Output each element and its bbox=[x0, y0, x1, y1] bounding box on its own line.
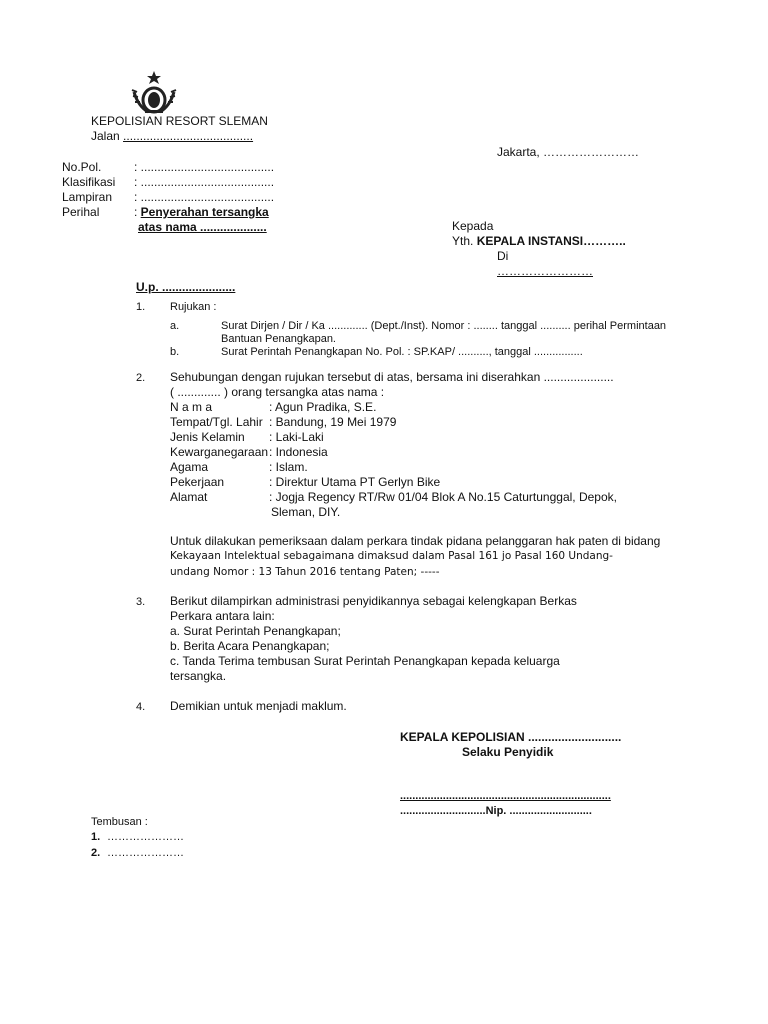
address-line bbox=[91, 129, 253, 144]
tembusan-item-1-number: 1. bbox=[91, 831, 101, 843]
field-value-ttl: : Bandung, 19 Mei 1979 bbox=[269, 415, 397, 429]
recipient-name: KEPALA INSTANSI……….. bbox=[476, 234, 626, 248]
perihal-subject: Penyerahan tersangka bbox=[140, 205, 269, 219]
meta-label-perihal: Perihal bbox=[62, 205, 100, 219]
address-label: Jalan bbox=[91, 129, 120, 143]
field-label-agama: Agama bbox=[170, 460, 209, 474]
field-label-ttl: Tempat/Tgl. Lahir bbox=[170, 415, 263, 429]
item-1a-text-cont: Bantuan Penangkapan. bbox=[221, 333, 336, 345]
item-1-number: 1. bbox=[136, 301, 146, 313]
field-value-nama: : Agun Pradika, S.E. bbox=[269, 400, 377, 414]
meta-value-perihal bbox=[134, 205, 269, 220]
meta-value-klasifikasi: : ........................................ bbox=[134, 175, 275, 189]
signature-name-line: ..................................................................... bbox=[400, 790, 611, 802]
item-2-number: 2. bbox=[136, 372, 146, 384]
item-3-number: 3. bbox=[136, 596, 146, 608]
field-value-agama: : Islam. bbox=[269, 460, 308, 474]
tembusan-item-2-number: 2. bbox=[91, 847, 101, 859]
field-label-pekerjaan: Pekerjaan bbox=[170, 475, 225, 489]
attachment-c-cont: tersangka. bbox=[170, 669, 227, 683]
field-label-alamat: Alamat bbox=[170, 490, 208, 504]
item-1a-letter: a. bbox=[170, 320, 180, 332]
attachment-c: c. Tanda Terima tembusan Surat Perintah Penangkapan kepada keluarga bbox=[170, 654, 560, 668]
recipient-yth-prefix: Yth. bbox=[452, 234, 477, 248]
meta-label-lampiran: Lampiran bbox=[62, 190, 113, 204]
item-4-text: Demikian untuk menjadi maklum. bbox=[170, 699, 347, 713]
recipient-di: Di bbox=[497, 249, 509, 263]
item-4-number: 4. bbox=[136, 701, 146, 713]
signature-role: Selaku Penyidik bbox=[462, 745, 554, 759]
item-2-intro-cont: ( ............. ) orang tersangka atas nama : bbox=[170, 385, 385, 399]
organization-name: KEPOLISIAN RESORT SLEMAN bbox=[91, 114, 268, 128]
meta-label-nopol: No.Pol. bbox=[62, 160, 102, 174]
field-value-alamat-cont: Sleman, DIY. bbox=[271, 505, 341, 519]
item-3-line-2: Perkara antara lain: bbox=[170, 609, 275, 623]
recipient-kepada: Kepada bbox=[452, 219, 494, 233]
recipient-yth bbox=[452, 234, 626, 249]
item-1b-text: Surat Perintah Penangkapan No. Pol. : SP.KAP/ .........., tanggal ................ bbox=[221, 346, 583, 358]
item-2-intro: Sehubungan dengan rujukan tersebut di atas, bersama ini diserahkan ..................... bbox=[170, 370, 614, 384]
field-label-nama: N a m a bbox=[170, 400, 213, 414]
attachment-b: b. Berita Acara Penangkapan; bbox=[170, 639, 330, 653]
signature-nip-line: ............................Nip. ........................... bbox=[400, 805, 592, 817]
tembusan-item-1: ………………… bbox=[107, 831, 184, 843]
field-value-alamat: : Jogja Regency RT/Rw 01/04 Blok A No.15 Caturtunggal, Depok, bbox=[269, 490, 617, 504]
meta-value-lampiran: : ........................................ bbox=[134, 190, 275, 204]
address-value: ....................................... bbox=[123, 129, 254, 143]
item-3-line-1: Berikut dilampirkan administrasi penyidikannya sebagai kelengkapan Berkas bbox=[170, 594, 577, 608]
item-2-closing-line2: Kekayaan Intelektual sebagaimana dimaksud dalam Pasal 161 jo Pasal 160 Undang- bbox=[170, 550, 613, 562]
field-value-jenis-kelamin: : Laki-Laki bbox=[269, 430, 324, 444]
field-label-jenis-kelamin: Jenis Kelamin bbox=[170, 430, 245, 444]
item-2-closing: Untuk dilakukan pemeriksaan dalam perkara tindak pidana pelanggaran hak paten di bidang bbox=[170, 534, 661, 548]
field-value-kewarganegaraan: : Indonesia bbox=[269, 445, 328, 459]
perihal-subject-line2: atas nama .................... bbox=[138, 220, 267, 234]
item-1a-text: Surat Dirjen / Dir / Ka ............. (Dept./Inst). Nomor : ........ tanggal .......... perihal Permintaan bbox=[221, 320, 667, 332]
item-1-title: Rujukan : bbox=[170, 301, 217, 313]
tembusan-item-2: ………………… bbox=[107, 847, 184, 859]
meta-label-klasifikasi: Klasifikasi bbox=[62, 175, 116, 189]
tembusan-title: Tembusan : bbox=[91, 816, 148, 828]
attachment-a: a. Surat Perintah Penangkapan; bbox=[170, 624, 341, 638]
signature-title: KEPALA KEPOLISIAN ............................ bbox=[400, 730, 622, 744]
police-emblem-logo bbox=[128, 70, 180, 114]
perihal-colon: : bbox=[134, 205, 141, 219]
item-1b-letter: b. bbox=[170, 346, 180, 358]
item-2-closing-line3: undang Nomor : 13 Tahun 2016 tentang Paten; ----- bbox=[170, 566, 440, 578]
meta-value-nopol: : ........................................ bbox=[134, 160, 275, 174]
recipient-place: …………………… bbox=[497, 264, 593, 278]
place-date: Jakarta, …………………… bbox=[497, 145, 640, 159]
field-label-kewarganegaraan: Kewarganegaraan bbox=[170, 445, 269, 459]
up-line: U.p. ...................... bbox=[136, 280, 236, 294]
field-value-pekerjaan: : Direktur Utama PT Gerlyn Bike bbox=[269, 475, 441, 489]
